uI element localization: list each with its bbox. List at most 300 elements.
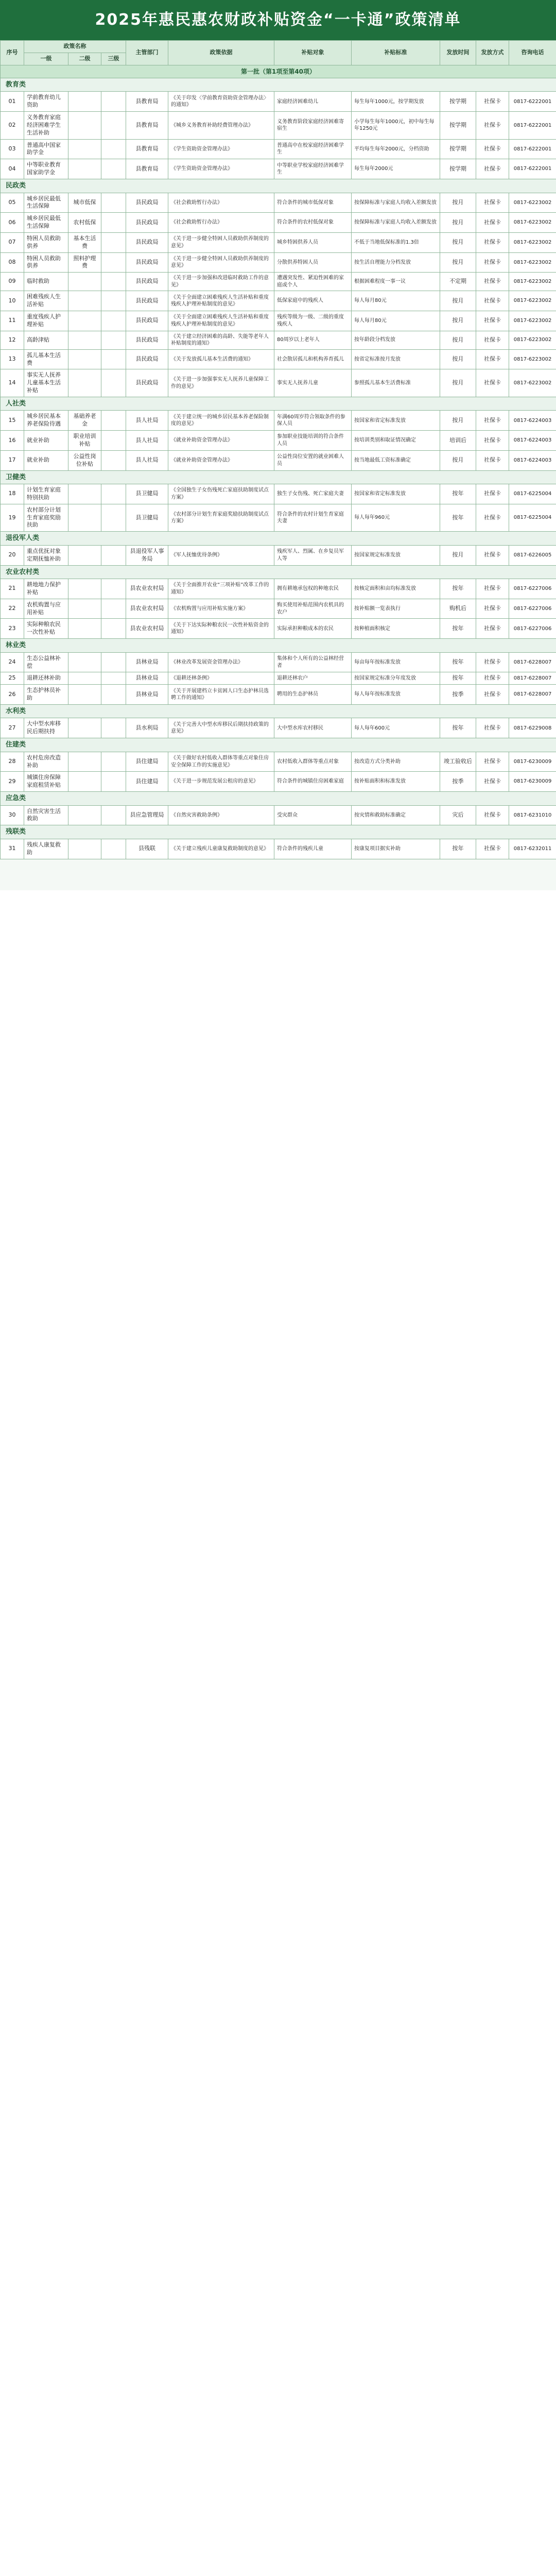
- cell-freq: 按年: [440, 672, 476, 685]
- cell-name2: [68, 112, 101, 140]
- policy-list-page: [0, 0, 556, 890]
- cell-standard: 按国家规定标准发放: [352, 545, 440, 565]
- cell-basis: 《全国独生子女伤残死亡家庭扶助制度试点方案》: [168, 484, 274, 504]
- cell-freq: 按学期: [440, 159, 476, 179]
- cell-name1: 计划生育家庭特别扶助: [24, 484, 68, 504]
- cell-contact: 0817-6223002: [509, 273, 556, 291]
- header-group-name: 政策名称: [24, 41, 126, 53]
- cell-dept: 县民政局: [126, 213, 168, 233]
- cell-name2: 农村低保: [68, 213, 101, 233]
- cell-method: 社保卡: [476, 772, 509, 792]
- header-basis: 政策依据: [168, 41, 274, 65]
- cell-name3: [101, 232, 126, 252]
- cell-target: 退耕还林农户: [274, 672, 352, 685]
- cell-name1: 城乡居民最低生活保障: [24, 213, 68, 233]
- cell-standard: 每人每月80元: [352, 291, 440, 311]
- section-title: 退役军人类: [1, 532, 556, 546]
- cell-method: 社保卡: [476, 411, 509, 431]
- header-no: 序号: [1, 41, 24, 65]
- cell-name3: [101, 450, 126, 470]
- cell-name3: [101, 579, 126, 599]
- cell-name2: 职业培训补贴: [68, 431, 101, 451]
- cell-standard: 按康复项目据实补助: [352, 839, 440, 859]
- cell-name2: [68, 331, 101, 349]
- cell-target: 家庭经济困难幼儿: [274, 92, 352, 112]
- table-row: [1, 139, 556, 159]
- section-row: [1, 738, 556, 752]
- table-row: [1, 159, 556, 179]
- batch-label: 第一批（第1项至第40项）: [1, 65, 556, 78]
- cell-target: 农村低收入群体等重点对象: [274, 752, 352, 772]
- cell-standard: 不低于当地低保标准的1.3倍: [352, 232, 440, 252]
- cell-basis: 《林业改革发展资金管理办法》: [168, 652, 274, 672]
- cell-no: 22: [1, 599, 24, 619]
- cell-no: 16: [1, 431, 24, 451]
- cell-target: 公益性岗位安置的就业困难人员: [274, 450, 352, 470]
- cell-no: 21: [1, 579, 24, 599]
- cell-target: 残疾军人、烈属、在乡复员军人等: [274, 545, 352, 565]
- table-row: [1, 273, 556, 291]
- cell-name1: 城乡居民基本养老保险待遇: [24, 411, 68, 431]
- table-row: [1, 839, 556, 859]
- cell-basis: 《关于进一步规范发展公租房的意见》: [168, 772, 274, 792]
- cell-standard: 每人每年960元: [352, 504, 440, 532]
- cell-method: 社保卡: [476, 139, 509, 159]
- cell-name3: [101, 213, 126, 233]
- table-row: [1, 369, 556, 397]
- cell-name1: 农村部分计划生育家庭奖励扶助: [24, 504, 68, 532]
- cell-target: 符合条件的城镇住房困难家庭: [274, 772, 352, 792]
- cell-name2: [68, 349, 101, 369]
- cell-name1: 临时救助: [24, 273, 68, 291]
- table-row: [1, 311, 556, 331]
- cell-standard: 参照孤儿基本生活费标准: [352, 369, 440, 397]
- cell-basis: 《关于下达实际种粮农民一次性补贴资金的通知》: [168, 619, 274, 639]
- cell-standard: 按种植面积核定: [352, 619, 440, 639]
- cell-method: 社保卡: [476, 213, 509, 233]
- header-name2: 二级: [68, 53, 101, 65]
- cell-no: 18: [1, 484, 24, 504]
- cell-standard: 按改造方式分类补助: [352, 752, 440, 772]
- cell-dept: 县教育局: [126, 92, 168, 112]
- cell-no: 30: [1, 805, 24, 825]
- cell-name1: 城镇住房保障家庭租赁补贴: [24, 772, 68, 792]
- cell-target: 普通高中在校家庭经济困难学生: [274, 139, 352, 159]
- cell-contact: 0817-6230009: [509, 772, 556, 792]
- cell-contact: 0817-6232011: [509, 839, 556, 859]
- cell-standard: 每生每年1000元，按学期发放: [352, 92, 440, 112]
- table-row: [1, 718, 556, 738]
- cell-target: 低保家庭中的残疾人: [274, 291, 352, 311]
- cell-name3: [101, 112, 126, 140]
- table-row: [1, 450, 556, 470]
- cell-target: 集体和个人所有的公益林经营者: [274, 652, 352, 672]
- table-row: [1, 752, 556, 772]
- cell-name3: [101, 805, 126, 825]
- cell-basis: 《自然灾害救助条例》: [168, 805, 274, 825]
- cell-basis: 《就业补助资金管理办法》: [168, 450, 274, 470]
- section-row: [1, 179, 556, 193]
- cell-target: 符合条件的农村低保对象: [274, 213, 352, 233]
- cell-standard: 小学每生每年1000元，初中每生每年1250元: [352, 112, 440, 140]
- cell-no: 06: [1, 213, 24, 233]
- cell-target: 符合条件的残疾儿童: [274, 839, 352, 859]
- cell-dept: 县民政局: [126, 252, 168, 273]
- cell-name1: 城乡居民最低生活保障: [24, 193, 68, 213]
- cell-dept: 县教育局: [126, 139, 168, 159]
- cell-standard: 根据困难程度一事一议: [352, 273, 440, 291]
- cell-freq: 按月: [440, 369, 476, 397]
- cell-method: 社保卡: [476, 252, 509, 273]
- cell-target: 购买使用补贴范围内农机具的农户: [274, 599, 352, 619]
- cell-dept: 县教育局: [126, 159, 168, 179]
- cell-contact: 0817-6222001: [509, 159, 556, 179]
- cell-freq: 按月: [440, 232, 476, 252]
- cell-dept: 县民政局: [126, 291, 168, 311]
- table-row: [1, 349, 556, 369]
- cell-freq: 按月: [440, 252, 476, 273]
- cell-freq: 购机后: [440, 599, 476, 619]
- cell-freq: 按年: [440, 484, 476, 504]
- cell-contact: 0817-6223002: [509, 252, 556, 273]
- cell-contact: 0817-6223002: [509, 291, 556, 311]
- cell-method: 社保卡: [476, 311, 509, 331]
- cell-name1: 就业补助: [24, 431, 68, 451]
- cell-contact: 0817-6228007: [509, 672, 556, 685]
- cell-basis: 《关于开展建档立卡贫困人口生态护林员选聘工作的通知》: [168, 685, 274, 705]
- cell-name1: 退耕还林补助: [24, 672, 68, 685]
- table-row: [1, 213, 556, 233]
- table-row: [1, 232, 556, 252]
- cell-method: 社保卡: [476, 450, 509, 470]
- cell-freq: 按月: [440, 193, 476, 213]
- cell-no: 23: [1, 619, 24, 639]
- cell-basis: 《关于建立残疾儿童康复救助制度的意见》: [168, 839, 274, 859]
- cell-standard: 按补贴面积和标准发放: [352, 772, 440, 792]
- cell-name3: [101, 484, 126, 504]
- cell-method: 社保卡: [476, 718, 509, 738]
- cell-name1: 学前教育幼儿资助: [24, 92, 68, 112]
- cell-dept: 县农业农村局: [126, 579, 168, 599]
- page-footer: [0, 859, 556, 890]
- cell-name2: [68, 369, 101, 397]
- cell-method: 社保卡: [476, 672, 509, 685]
- cell-basis: 《关于建立统一的城乡居民基本养老保险制度的意见》: [168, 411, 274, 431]
- cell-contact: 0817-6226005: [509, 545, 556, 565]
- cell-freq: 灾后: [440, 805, 476, 825]
- cell-name2: [68, 545, 101, 565]
- cell-dept: 县残联: [126, 839, 168, 859]
- cell-name1: 特困人员救助供养: [24, 252, 68, 273]
- cell-name1: 重度残疾人护理补贴: [24, 311, 68, 331]
- cell-method: 社保卡: [476, 805, 509, 825]
- cell-basis: 《农村部分计划生育家庭奖励扶助制度试点方案》: [168, 504, 274, 532]
- cell-target: 社会散居孤儿和机构养育孤儿: [274, 349, 352, 369]
- cell-name1: 普通高中国家助学金: [24, 139, 68, 159]
- header-name3: 三级: [101, 53, 126, 65]
- cell-target: 参加职业技能培训的符合条件人员: [274, 431, 352, 451]
- cell-name3: [101, 545, 126, 565]
- cell-freq: 按月: [440, 311, 476, 331]
- cell-freq: 按年: [440, 504, 476, 532]
- cell-dept: 县人社局: [126, 450, 168, 470]
- cell-method: 社保卡: [476, 545, 509, 565]
- cell-target: 年满60周岁符合领取条件的参保人员: [274, 411, 352, 431]
- cell-method: 社保卡: [476, 369, 509, 397]
- cell-basis: 《关于做好农村低收入群体等重点对象住房安全保障工作的实施意见》: [168, 752, 274, 772]
- cell-no: 25: [1, 672, 24, 685]
- cell-method: 社保卡: [476, 431, 509, 451]
- cell-contact: 0817-6230009: [509, 752, 556, 772]
- section-title: 林业类: [1, 639, 556, 653]
- cell-freq: 按年: [440, 718, 476, 738]
- cell-name2: 基本生活费: [68, 232, 101, 252]
- cell-method: 社保卡: [476, 579, 509, 599]
- cell-standard: 按当地最低工资标准确定: [352, 450, 440, 470]
- cell-contact: 0817-6224003: [509, 450, 556, 470]
- policy-table: [0, 40, 556, 859]
- header-target: 补贴对象: [274, 41, 352, 65]
- cell-contact: 0817-6222001: [509, 92, 556, 112]
- cell-standard: 按年龄段分档发放: [352, 331, 440, 349]
- cell-dept: 县教育局: [126, 112, 168, 140]
- section-title: 卫健类: [1, 470, 556, 484]
- cell-name3: [101, 291, 126, 311]
- cell-standard: 按国家和省定标准发放: [352, 484, 440, 504]
- cell-name1: 就业补助: [24, 450, 68, 470]
- cell-contact: 0817-6224003: [509, 411, 556, 431]
- cell-dept: 县人社局: [126, 431, 168, 451]
- cell-name1: 实际种粮农民一次性补贴: [24, 619, 68, 639]
- table-row: [1, 411, 556, 431]
- cell-method: 社保卡: [476, 504, 509, 532]
- cell-name3: [101, 685, 126, 705]
- cell-basis: 《关于发放孤儿基本生活费的通知》: [168, 349, 274, 369]
- cell-standard: 按保障标准与家庭人均收入差额发放: [352, 213, 440, 233]
- cell-method: 社保卡: [476, 92, 509, 112]
- cell-standard: 平均每生每年2000元，分档资助: [352, 139, 440, 159]
- cell-no: 27: [1, 718, 24, 738]
- cell-standard: 按国家和省定标准发放: [352, 411, 440, 431]
- cell-no: 01: [1, 92, 24, 112]
- cell-name3: [101, 369, 126, 397]
- cell-basis: 《社会救助暂行办法》: [168, 213, 274, 233]
- cell-dept: 县林业局: [126, 672, 168, 685]
- cell-freq: 不定期: [440, 273, 476, 291]
- cell-dept: 县林业局: [126, 685, 168, 705]
- cell-name1: 残疾人康复救助: [24, 839, 68, 859]
- cell-freq: 按月: [440, 545, 476, 565]
- cell-target: 义务教育阶段家庭经济困难寄宿生: [274, 112, 352, 140]
- cell-name3: [101, 672, 126, 685]
- cell-contact: 0817-6222001: [509, 139, 556, 159]
- cell-dept: 县卫健局: [126, 484, 168, 504]
- cell-no: 13: [1, 349, 24, 369]
- cell-dept: 县住建局: [126, 752, 168, 772]
- cell-basis: 《学生资助资金管理办法》: [168, 139, 274, 159]
- section-row: [1, 565, 556, 579]
- cell-no: 28: [1, 752, 24, 772]
- cell-no: 15: [1, 411, 24, 431]
- cell-no: 24: [1, 652, 24, 672]
- cell-basis: 《关于印发〈学前教育资助资金管理办法〉的通知》: [168, 92, 274, 112]
- cell-name2: [68, 579, 101, 599]
- batch-row: [1, 65, 556, 78]
- cell-name3: [101, 92, 126, 112]
- cell-target: 受灾群众: [274, 805, 352, 825]
- cell-freq: 竣工验收后: [440, 752, 476, 772]
- cell-name3: [101, 431, 126, 451]
- cell-name3: [101, 273, 126, 291]
- cell-contact: 0817-6228007: [509, 652, 556, 672]
- cell-contact: 0817-6227006: [509, 619, 556, 639]
- cell-contact: 0817-6223002: [509, 193, 556, 213]
- cell-standard: 按生活自理能力分档发放: [352, 252, 440, 273]
- header-dept: 主管部门: [126, 41, 168, 65]
- cell-freq: 按学期: [440, 139, 476, 159]
- cell-dept: 县卫健局: [126, 504, 168, 532]
- cell-name2: [68, 139, 101, 159]
- table-row: [1, 599, 556, 619]
- cell-freq: 按年: [440, 839, 476, 859]
- cell-name1: 农村危房改造补助: [24, 752, 68, 772]
- cell-name3: [101, 252, 126, 273]
- cell-basis: 《关于进一步加强事实无人抚养儿童保障工作的意见》: [168, 369, 274, 397]
- cell-contact: 0817-6223002: [509, 232, 556, 252]
- table-row: [1, 112, 556, 140]
- cell-no: 26: [1, 685, 24, 705]
- cell-name1: 孤儿基本生活费: [24, 349, 68, 369]
- cell-name3: [101, 349, 126, 369]
- header-contact: 咨询电话: [509, 41, 556, 65]
- cell-name3: [101, 311, 126, 331]
- cell-method: 社保卡: [476, 193, 509, 213]
- cell-method: 社保卡: [476, 484, 509, 504]
- cell-name2: [68, 504, 101, 532]
- cell-contact: 0817-6223002: [509, 331, 556, 349]
- cell-method: 社保卡: [476, 839, 509, 859]
- cell-dept: 县民政局: [126, 193, 168, 213]
- cell-basis: 《就业补助资金管理办法》: [168, 431, 274, 451]
- cell-target: 聘用的生态护林员: [274, 685, 352, 705]
- cell-name2: [68, 619, 101, 639]
- cell-no: 11: [1, 311, 24, 331]
- cell-name2: [68, 311, 101, 331]
- cell-target: 符合条件的农村计划生育家庭夫妻: [274, 504, 352, 532]
- cell-standard: 每亩每年按标准发放: [352, 652, 440, 672]
- cell-standard: 按保障标准与家庭人均收入差额发放: [352, 193, 440, 213]
- cell-contact: 0817-6222001: [509, 112, 556, 140]
- cell-no: 09: [1, 273, 24, 291]
- cell-name2: [68, 273, 101, 291]
- cell-name1: 大中型水库移民后期扶持: [24, 718, 68, 738]
- section-row: [1, 639, 556, 653]
- cell-name2: [68, 159, 101, 179]
- table-row: [1, 484, 556, 504]
- section-row: [1, 397, 556, 411]
- table-row: [1, 92, 556, 112]
- cell-no: 03: [1, 139, 24, 159]
- cell-name2: [68, 484, 101, 504]
- cell-no: 19: [1, 504, 24, 532]
- cell-basis: 《关于完善大中型水库移民后期扶持政策的意见》: [168, 718, 274, 738]
- cell-name3: [101, 619, 126, 639]
- cell-dept: 县民政局: [126, 232, 168, 252]
- cell-no: 29: [1, 772, 24, 792]
- cell-basis: 《关于进一步健全特困人员救助供养制度的意见》: [168, 232, 274, 252]
- cell-name1: 高龄津贴: [24, 331, 68, 349]
- cell-name2: [68, 839, 101, 859]
- cell-name3: [101, 718, 126, 738]
- cell-basis: 《社会救助暂行办法》: [168, 193, 274, 213]
- cell-name2: [68, 599, 101, 619]
- cell-no: 12: [1, 331, 24, 349]
- cell-name3: [101, 839, 126, 859]
- cell-basis: 《关于全面建立困难残疾人生活补贴和重度残疾人护理补贴制度的意见》: [168, 291, 274, 311]
- cell-freq: 按月: [440, 450, 476, 470]
- cell-name2: [68, 752, 101, 772]
- cell-freq: 按月: [440, 213, 476, 233]
- cell-contact: 0817-6227006: [509, 599, 556, 619]
- cell-freq: 按月: [440, 291, 476, 311]
- section-row: [1, 532, 556, 546]
- cell-contact: 0817-6229008: [509, 718, 556, 738]
- cell-freq: 按年: [440, 652, 476, 672]
- cell-contact: 0817-6228007: [509, 685, 556, 705]
- cell-name1: 生态公益林补偿: [24, 652, 68, 672]
- cell-target: 中等职业学校家庭经济困难学生: [274, 159, 352, 179]
- page-title: 2025年惠民惠农财政补贴资金“一卡通”政策清单: [0, 0, 556, 40]
- header-name1: 一级: [24, 53, 68, 65]
- cell-contact: 0817-6224003: [509, 431, 556, 451]
- cell-name3: [101, 331, 126, 349]
- cell-dept: 县农业农村局: [126, 599, 168, 619]
- header-row-group: [1, 41, 556, 53]
- section-title: 住建类: [1, 738, 556, 752]
- table-row: [1, 331, 556, 349]
- cell-method: 社保卡: [476, 652, 509, 672]
- cell-dept: 县民政局: [126, 331, 168, 349]
- table-row: [1, 291, 556, 311]
- cell-name2: [68, 291, 101, 311]
- cell-dept: 县人社局: [126, 411, 168, 431]
- section-title: 水利类: [1, 704, 556, 718]
- cell-no: 07: [1, 232, 24, 252]
- cell-target: 实际承担种粮成本的农民: [274, 619, 352, 639]
- section-title: 农业农村类: [1, 565, 556, 579]
- section-title: 教育类: [1, 78, 556, 92]
- cell-basis: 《关于进一步健全特困人员救助供养制度的意见》: [168, 252, 274, 273]
- cell-standard: 按灾情和救助标准确定: [352, 805, 440, 825]
- cell-target: 城乡特困供养人员: [274, 232, 352, 252]
- cell-name2: [68, 685, 101, 705]
- cell-name2: 照料护理费: [68, 252, 101, 273]
- cell-contact: 0817-6227006: [509, 579, 556, 599]
- cell-basis: 《学生资助资金管理办法》: [168, 159, 274, 179]
- cell-basis: 《关于全面建立困难残疾人生活补贴和重度残疾人护理补贴制度的意见》: [168, 311, 274, 331]
- cell-name3: [101, 504, 126, 532]
- cell-method: 社保卡: [476, 291, 509, 311]
- cell-basis: 《关于进一步加强和改进临时救助工作的意见》: [168, 273, 274, 291]
- cell-name3: [101, 752, 126, 772]
- cell-freq: 按季: [440, 772, 476, 792]
- cell-dept: 县住建局: [126, 772, 168, 792]
- cell-no: 31: [1, 839, 24, 859]
- cell-basis: 《农机购置与应用补贴实施方案》: [168, 599, 274, 619]
- cell-basis: 《关于建立经济困难的高龄、失能等老年人补贴制度的通知》: [168, 331, 274, 349]
- cell-method: 社保卡: [476, 685, 509, 705]
- cell-target: 符合条件的城市低保对象: [274, 193, 352, 213]
